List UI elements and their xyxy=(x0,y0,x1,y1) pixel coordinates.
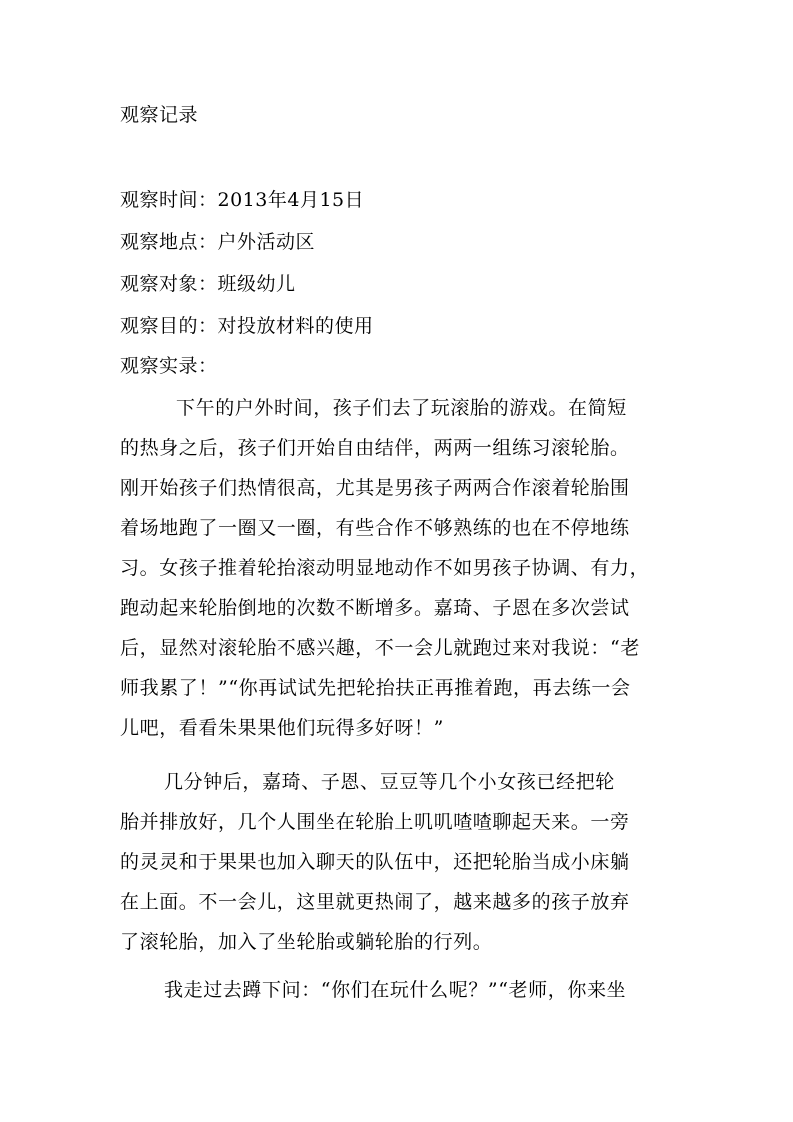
observation-subject: 观察对象：班级幼儿 xyxy=(120,273,296,295)
paragraph-2 xyxy=(120,762,680,962)
paragraph-1 xyxy=(120,388,680,748)
paragraph-line: 跑动起来轮胎倒地的次数不断增多。嘉琦、子恩在多次尝试 xyxy=(120,597,630,619)
paragraph-line: 的热身之后，孩子们开始自由结伴，两两一组练习滚轮胎。 xyxy=(120,437,630,459)
paragraph-line: 习。女孩子推着轮抬滚动明显地动作不如男孩子协调、有力， xyxy=(120,557,650,579)
paragraph-line: 我走过去蹲下问：“你们在玩什么呢？”“老师，你来坐 xyxy=(164,979,627,1001)
paragraph-line: 了滚轮胎，加入了坐轮胎或躺轮胎的行列。 xyxy=(120,931,493,953)
paragraph-line: 几分钟后，嘉琦、子恩、豆豆等几个小女孩已经把轮 xyxy=(164,771,615,793)
paragraph-line: 胎并排放好，几个人围坐在轮胎上叽叽喳喳聊起天来。一旁 xyxy=(120,811,630,833)
observation-purpose: 观察目的：对投放材料的使用 xyxy=(120,315,374,337)
document-title: 观察记录 xyxy=(120,104,199,126)
paragraph-line: 师我累了！”“你再试试先把轮抬扶正再推着跑，再去练一会 xyxy=(120,677,631,699)
observation-time: 观察时间：2013年4月15日 xyxy=(120,189,365,211)
paragraph-line: 刚开始孩子们热情很高，尤其是男孩子两两合作滚着轮胎围 xyxy=(120,477,630,499)
paragraph-line: 在上面。不一会儿，这里就更热闹了，越来越多的孩子放弃 xyxy=(120,891,630,913)
paragraph-line: 着场地跑了一圈又一圈，有些合作不够熟练的也在不停地练 xyxy=(120,517,630,539)
paragraph-line: 的灵灵和于果果也加入聊天的队伍中，还把轮胎当成小床躺 xyxy=(120,851,630,873)
paragraph-3 xyxy=(120,970,680,1010)
paragraph-line: 后，显然对滚轮胎不感兴趣，不一会儿就跑过来对我说：“老 xyxy=(120,637,640,659)
paragraph-line: 儿吧，看看朱果果他们玩得多好呀！” xyxy=(120,717,444,739)
paragraph-line: 下午的户外时间，孩子们去了玩滚胎的游戏。在简短 xyxy=(176,397,627,419)
observation-record-heading: 观察实录： xyxy=(120,355,218,377)
observation-location: 观察地点：户外活动区 xyxy=(120,231,316,253)
